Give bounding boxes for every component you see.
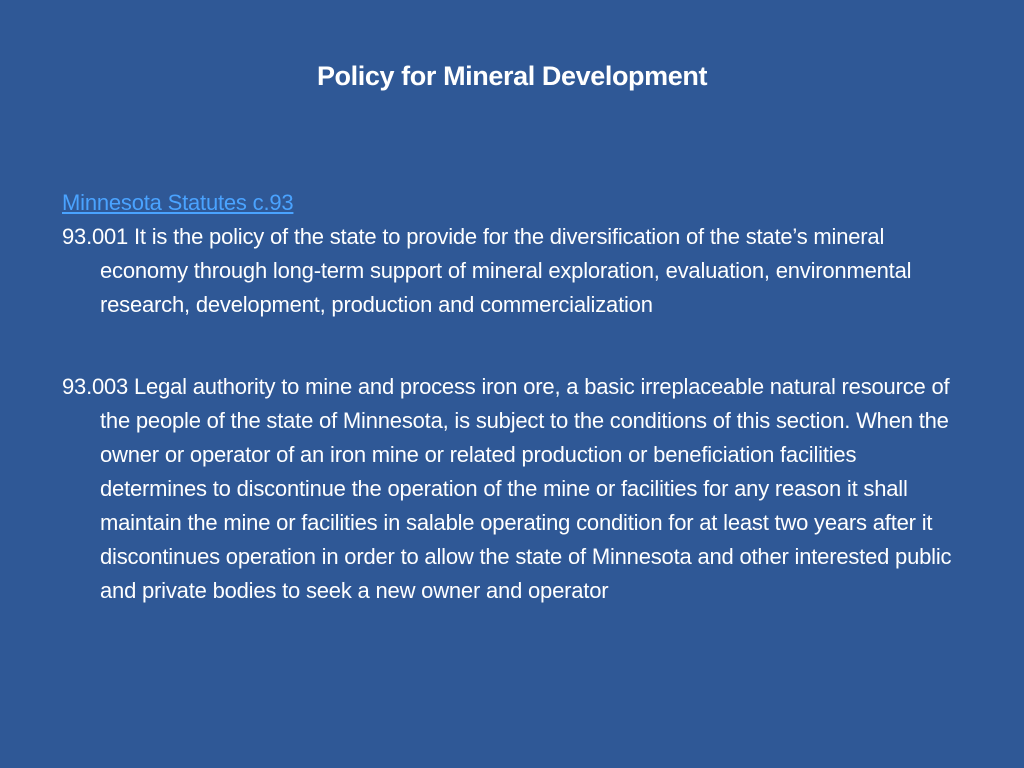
- statute-93-001-paragraph: 93.001 It is the policy of the state to provide for the diversification of the state’s mineral economy through long-term support of mineral exploration, evaluation, environmental research, development, production and commercialization: [62, 224, 912, 317]
- minnesota-statutes-link[interactable]: Minnesota Statutes c.93: [62, 190, 294, 215]
- slide-content: [62, 186, 962, 608]
- slide-title: Policy for Mineral Development: [316, 61, 708, 91]
- paragraph-spacer: [62, 322, 962, 370]
- statute-93-003-paragraph: 93.003 Legal authority to mine and process iron ore, a basic irreplaceable natural resource of the people of the state of Minnesota, is subject to the conditions of this section. When the owner or operator of an iron mine or related production or beneficiation facilities determines to discontinue the operation of the mine or facilities for any reason it shall maintain the mine or facilities in salable operating condition for at least two years after it discontinues operation in order to allow the state of Minnesota and other interested public and private bodies to seek a new owner and operator: [62, 374, 952, 603]
